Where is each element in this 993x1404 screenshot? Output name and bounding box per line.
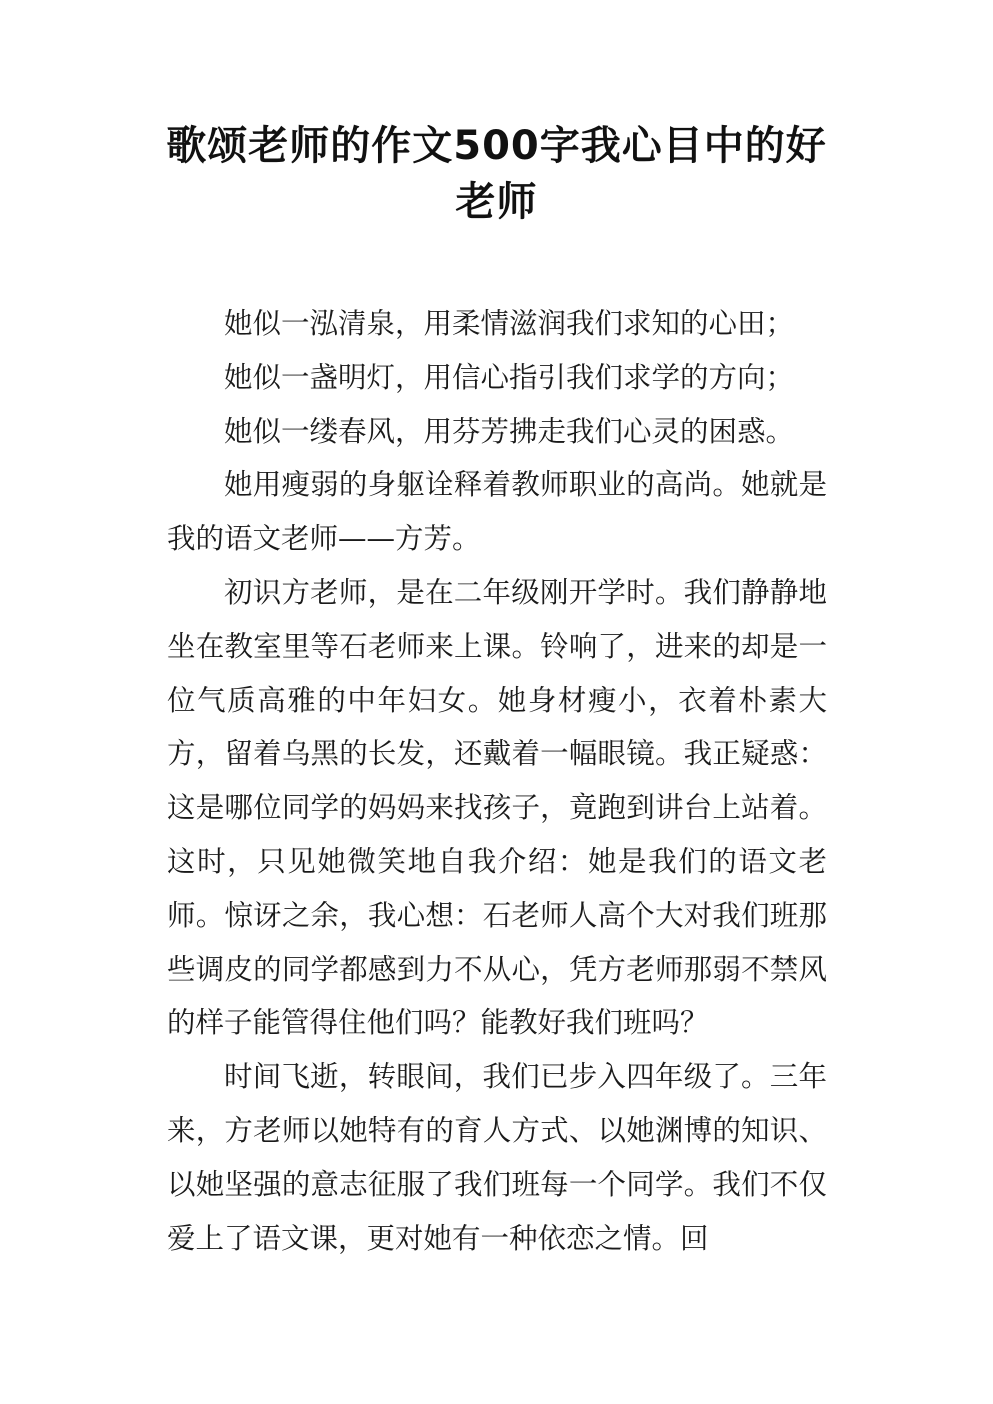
document-title: 歌颂老师的作文500字我心目中的好老师 bbox=[166, 123, 827, 225]
paragraph: 她似一盏明灯，用信心指引我们求学的方向； bbox=[224, 360, 795, 394]
paragraph: 她似一缕春风，用芬芳拂走我们心灵的困惑。 bbox=[224, 414, 795, 448]
paragraph: 初识方老师，是在二年级刚开学时。我们静静地坐在教室里等石老师来上课。铃响了，进来的却是一位气质高雅的中年妇女。她身材瘦小，衣着朴素大方，留着乌黑的长发，还戴着一幅眼镜。我正疑惑：这是哪位同学的妈妈来找孩子，竟跑到讲台上站着。这时，只见她微笑地自我介绍：她是我们的语文老师。惊讶之余，我心想：石老师人高个大对我们班那些调皮的同学都感到力不从心，凭方老师那弱不禁风的样子能管得住他们吗？能教好我们班吗？ bbox=[167, 575, 827, 1040]
paragraph: 时间飞逝，转眼间，我们已步入四年级了。三年来，方老师以她特有的育人方式、以她渊博的知识、以她坚强的意志征服了我们班每一个同学。我们不仅爱上了语文课，更对她有一种依恋之情。回 bbox=[167, 1060, 827, 1255]
paragraph: 她用瘦弱的身躯诠释着教师职业的高尚。她就是我的语文老师——方芳。 bbox=[167, 468, 827, 556]
document-body bbox=[167, 297, 827, 1265]
paragraph: 她似一泓清泉，用柔情滋润我们求知的心田； bbox=[224, 307, 795, 340]
